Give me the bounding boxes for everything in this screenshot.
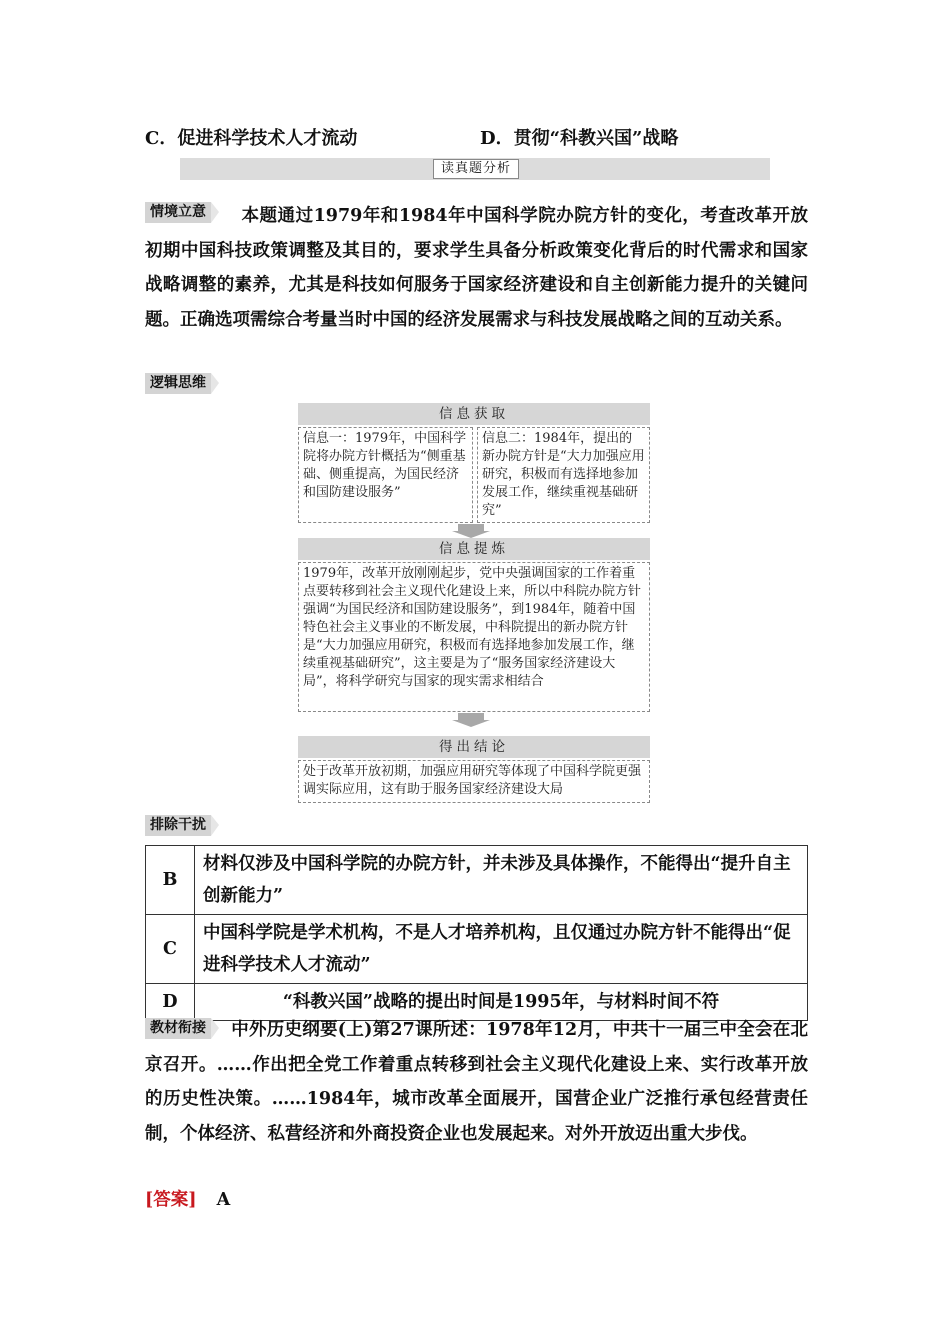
row-text: 中国科学院是学术机构，不是人才培养机构，且仅通过办院方针不能得出“促进科学技术人才流动” [195, 915, 808, 984]
answer-line [145, 1186, 230, 1211]
textbook-text: 中外历史纲要(上)第27课所述：1978年12月，中共十一届三中全会在北京召开。……作出把全党工作着重点转移到社会主义现代化建设上来、实行改革开放的历史性决策。……1984年，城市改革全面展开，国营企业广泛推行承包经营责任制，个体经济、私营经济和外商投资企业也发展起来。对外开放迈出重大步伐。 [145, 1020, 808, 1144]
exclude-table [145, 845, 808, 1021]
option-c: C．促进科学技术人才流动 [145, 128, 358, 149]
situation-paragraph [145, 199, 808, 337]
option-d: D．贯彻“科教兴国”战略 [480, 128, 679, 149]
answer-label: [答案] [145, 1190, 197, 1210]
flow-step-conclusion: 得出结论 [298, 736, 650, 758]
flow-arrow-2-stem [458, 713, 484, 720]
situation-tag: 情境立意 [145, 202, 211, 223]
answer-value: A [216, 1190, 231, 1210]
row-text: 材料仅涉及中国科学院的办院方针，并未涉及具体操作，不能得出“提升自主创新能力” [195, 846, 808, 915]
row-key: C [146, 915, 195, 984]
flow-step-info-acquire: 信息获取 [298, 403, 650, 425]
table-row [146, 846, 808, 915]
info-one-box: 信息一：1979年，中国科学院将办院方针概括为“侧重基础、侧重提高，为国民经济和国防建设服务” [298, 427, 473, 523]
textbook-paragraph [145, 1013, 808, 1151]
flow-arrow-1-icon [452, 531, 490, 538]
conclusion-box: 处于改革开放初期，加强应用研究等体现了中国科学院更强调实际应用，这有助于服务国家经济建设大局 [298, 760, 650, 803]
row-key: B [146, 846, 195, 915]
row-text: “科教兴国”战略的提出时间是1995年，与材料时间不符 [195, 984, 808, 1021]
flow-step-info-refine: 信息提炼 [298, 538, 650, 560]
logic-tag: 逻辑思维 [145, 373, 211, 394]
section-band-label: 读真题分析 [433, 159, 519, 179]
refine-box: 1979年，改革开放刚刚起步，党中央强调国家的工作着重点要转移到社会主义现代化建设上来，所以中科院办院方针强调“为国民经济和国防建设服务”，到1984年，随着中国特色社会主义事业的不断发展，中科院提出的新办院方针是“大力加强应用研究，积极而有选择地参加发展工作，继续重视基础研究”，这主要是为了“服务国家经济建设大局”，将科学研究与国家的现实需求相结合 [298, 562, 650, 712]
table-row [146, 915, 808, 984]
flow-arrow-1-stem [458, 524, 484, 531]
info-two-box: 信息二：1984年，提出的新办院方针是“大力加强应用研究，积极而有选择地参加发展工作，继续重视基础研究” [477, 427, 650, 523]
situation-text: 本题通过1979年和1984年中国科学院办院方针的变化，考查改革开放初期中国科技政策调整及其目的，要求学生具备分析政策变化背后的时代需求和国家战略调整的素养，尤其是科技如何服务于国家经济建设和自主创新能力提升的关键问题。正确选项需综合考量当时中国的经济发展需求与科技发展战略之间的互动关系。 [145, 206, 808, 330]
flow-arrow-2-icon [452, 720, 490, 727]
textbook-tag: 教材衔接 [145, 1018, 211, 1039]
exclude-tag: 排除干扰 [145, 815, 211, 836]
row-key: D [146, 984, 195, 1021]
section-band [180, 158, 770, 180]
